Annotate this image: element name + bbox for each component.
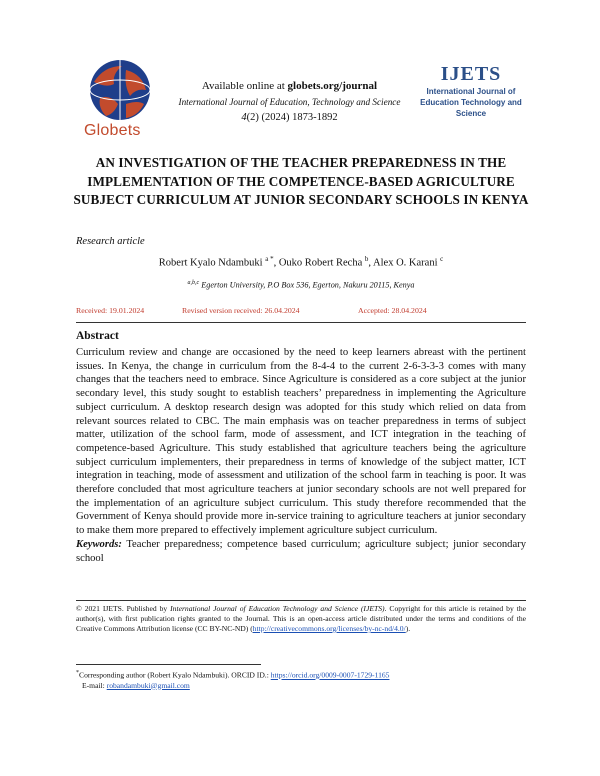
keywords-label: Keywords: [76, 538, 122, 550]
email-link[interactable]: robandambuki@gmail.com [106, 680, 190, 690]
revised-date: Revised version received: 26.04.2024 [182, 306, 300, 315]
author-list: Robert Kyalo Ndambuki $^{a *}$, Ouko Robert Recha $^b$, Alex O. Karani $^c$ [158, 255, 444, 269]
journal-site-link[interactable]: globets.org/journal [287, 80, 378, 92]
author-1: Robert Kyalo Ndambuki [158, 257, 263, 269]
divider [76, 600, 526, 601]
copyright-notice: © 2021 IJETS. Published by International Journal of Education Technology and Science (IJETS). Copyright for this article is retained by the author(s), with first publication rights granted to the Journal. This is an open-access article distributed under the terms and conditions of the Creative Commons Attribution license (CC BY-NC-ND) (http://creativecommons.org/licenses/by-nc-nd/4.0/). [76, 604, 526, 633]
abstract-text: Curriculum review and change are occasioned by the need to keep learners abreast with the pertinent issues. In Kenya, the change in curriculum from the 8-4-4 to the current 2-6-3-3-3 comes with many changes that the teachers need to embrace. Since Agriculture is considered as a core subject at the junior secondary level, this study sought to establish teachers’ preparedness in implementing the Agriculture subject curriculum. A desktop research design was adopted for this study which relied on data from relevant sources related to CBC. The main emphasis was on teacher preparedness in terms of subject matter, utilization of the school farm, mode of assessment, and ICT integration in the teaching of competence-based Agriculture. This study established that agriculture teachers being the agriculture subject curriculum implementers, their preparedness in terms of knowledge of the subject matter, ICT integration in teaching, mode of assessment and utilization of the school farm in teaching is poor. It was therefore concluded that most agriculture teachers at junior secondary schools are not well prepared for the implementation of an agriculture subject curriculum. This study therefore recommended that the Government of Kenya should provide more in-service training to agriculture teachers at junior secondary to make them more prepared to effectively implement agriculture subject curriculum. [76, 347, 526, 537]
article-type: Research article [76, 236, 145, 247]
received-date: Received: 19.01.2024 [76, 306, 145, 315]
keywords: Teacher preparedness; competence based curriculum; agriculture subject; junior secondary school [76, 538, 526, 564]
volume-issue: 4(2) (2024) 1873-1892 [241, 112, 338, 123]
abstract-body [76, 346, 526, 565]
ijets-full-name: International Journal of Education Technology and Science [420, 87, 522, 118]
affiliation: $^{a,b,c}$ Egerton University, P.O Box 536, Egerton, Nakuru 20115, Kenya [187, 280, 415, 290]
ijets-logo [415, 62, 527, 119]
abstract-heading: Abstract [76, 330, 119, 342]
journal-header [162, 79, 417, 126]
corresponding-author-footnote: *Corresponding author (Robert Kyalo Ndambuki). ORCID ID.: https://orcid.org/0009-0007-1729-1165 E-mail: robandambuki@gmail.com [76, 670, 390, 690]
author-2: , Ouko Robert Recha [273, 257, 363, 269]
license-link[interactable]: http://creativecommons.org/licenses/by-nc-nd/4.0/ [252, 624, 406, 633]
paper-title: AN INVESTIGATION OF THE TEACHER PREPAREDNESS IN THE IMPLEMENTATION OF THE COMPETENCE-BASED AGRICULTURE SUBJECT CURRICULUM AT JUNIOR SECONDARY SCHOOLS IN KENYA [73, 155, 529, 208]
footnote-divider [76, 664, 261, 665]
orcid-link[interactable]: https://orcid.org/0009-0007-1729-1165 [270, 670, 390, 680]
divider [76, 322, 526, 323]
ijets-abbrev: IJETS [440, 63, 502, 85]
author-3: , Alex O. Karani [368, 257, 438, 269]
globets-logo-text: Globets [84, 122, 141, 139]
accepted-date: Accepted: 28.04.2024 [358, 306, 427, 315]
journal-name: International Journal of Education, Technology and Science [178, 96, 401, 107]
availability-line: Available online at globets.org/journal [201, 80, 378, 92]
